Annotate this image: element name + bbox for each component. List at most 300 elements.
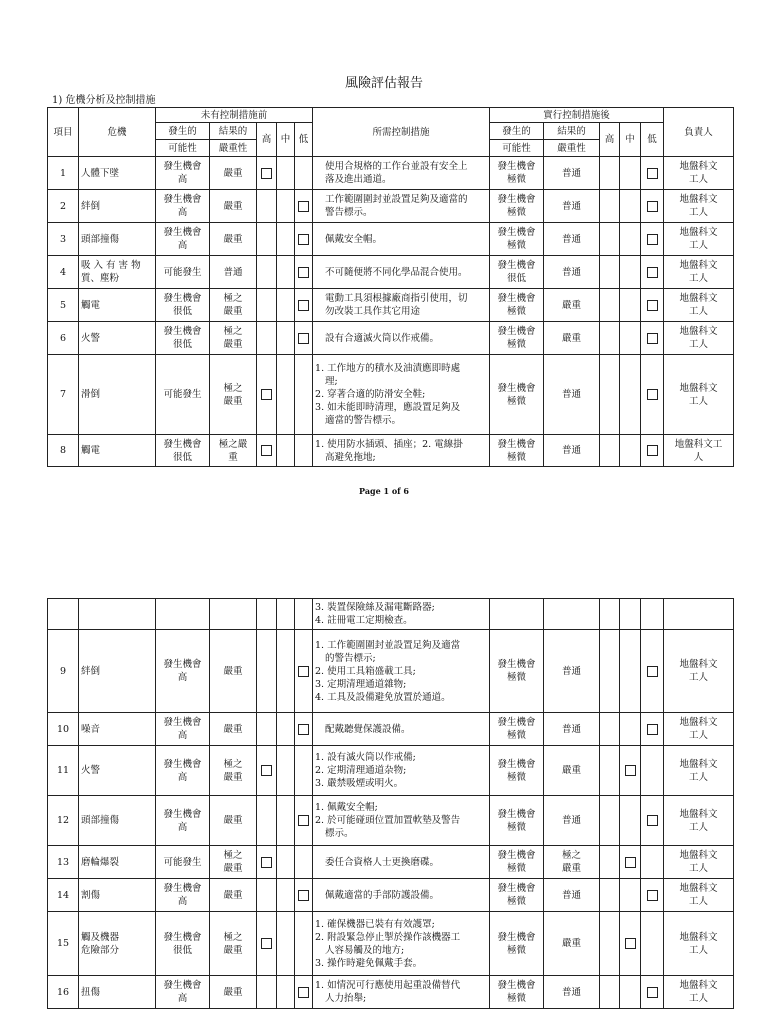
- rating-mid-cell: [277, 599, 295, 630]
- checkbox-icon[interactable]: [647, 300, 658, 311]
- cell-line: 工人: [689, 207, 709, 218]
- cell-line: 地盤科文: [679, 293, 718, 304]
- rating-high-cell: [600, 796, 620, 846]
- cell-line: 高: [177, 821, 188, 833]
- rating-high-cell: [257, 355, 277, 435]
- rating-high-cell: [600, 355, 620, 435]
- cell-line: 2. 穿著合適的防滑安全鞋;: [315, 389, 426, 400]
- responsible-cell: [664, 846, 734, 879]
- cell-line: 極微: [507, 174, 527, 185]
- rating-mid-cell: [277, 846, 295, 879]
- rating-high-cell: [257, 713, 277, 746]
- rating-high-cell: [257, 796, 277, 846]
- cell-line: 嚴重: [223, 665, 243, 677]
- cell-line: 普通: [562, 445, 582, 456]
- control-measures-cell: [313, 879, 490, 912]
- cell-line: 地盤科文: [679, 931, 718, 943]
- header-mid: 中: [620, 123, 641, 157]
- checkbox-icon[interactable]: [625, 938, 636, 949]
- responsible-cell: [664, 256, 734, 289]
- checkbox-icon[interactable]: [298, 267, 309, 278]
- rating-mid-cell: [277, 157, 295, 190]
- control-measures-cell: [313, 157, 490, 190]
- rating-low-cell: [641, 190, 664, 223]
- cell-line: 發生機會: [497, 161, 536, 172]
- cell-line: 地盤科文: [679, 382, 718, 394]
- cell-line: 極微: [506, 993, 526, 1004]
- rating-high-cell: [600, 322, 620, 355]
- rating-low-cell: [295, 355, 313, 435]
- rating-low-cell: [641, 713, 664, 746]
- cell-line: 觸電: [81, 445, 101, 456]
- hazard-cell: [79, 599, 156, 630]
- checkbox-icon[interactable]: [647, 724, 658, 735]
- cell-line: 極微: [507, 207, 527, 218]
- cell-line: 極微: [506, 863, 526, 874]
- table-row: [48, 976, 734, 1009]
- likelihood-cell: [156, 746, 210, 796]
- severity-cell: [210, 289, 257, 322]
- cell-line: 嚴重: [561, 863, 581, 874]
- checkbox-icon[interactable]: [647, 168, 658, 179]
- cell-line: 極微: [507, 339, 527, 350]
- rating-mid-cell: [277, 435, 295, 467]
- cell-line: 1. 設有滅火筒以作戒備;: [315, 752, 416, 763]
- after-severity-cell: [544, 256, 600, 289]
- rating-high-cell: [600, 435, 620, 467]
- cell-line: 2. 定期清理通道杂物;: [315, 765, 407, 776]
- rating-low-cell: [641, 322, 664, 355]
- cell-line: 工人: [688, 944, 708, 956]
- table-row: [48, 355, 734, 435]
- rating-mid-cell: [620, 256, 641, 289]
- rating-high-cell: [257, 223, 277, 256]
- header-severity: 結果的: [544, 123, 600, 140]
- cell-line: 地盤科文: [679, 194, 718, 205]
- severity-cell: [210, 912, 257, 976]
- rating-mid-cell: [620, 355, 641, 435]
- after-likelihood-cell: [490, 355, 544, 435]
- cell-line: 發生機會: [163, 717, 202, 728]
- checkbox-icon[interactable]: [647, 333, 658, 344]
- rating-low-cell: [295, 846, 313, 879]
- rating-low-cell: [295, 630, 313, 713]
- responsible-cell: [664, 796, 734, 846]
- header-before: 未有控制措施前: [156, 108, 313, 123]
- cell-line: 絆倒: [81, 665, 101, 677]
- cell-line: 發生機會: [163, 293, 202, 304]
- cell-line: 極之: [223, 293, 243, 304]
- checkbox-icon[interactable]: [298, 890, 309, 901]
- checkbox-icon[interactable]: [647, 445, 658, 456]
- cell-line: 地盤科文工: [674, 438, 723, 450]
- after-likelihood-cell: [490, 223, 544, 256]
- rating-low-cell: [295, 223, 313, 256]
- cell-line: 嚴重: [562, 299, 582, 311]
- cell-line: 嚴重: [561, 938, 581, 949]
- checkbox-icon[interactable]: [647, 987, 658, 998]
- checkbox-icon[interactable]: [261, 445, 272, 456]
- rating-high-cell: [600, 223, 620, 256]
- cell-line: 理;: [325, 376, 338, 387]
- responsible-cell: [664, 190, 734, 223]
- cell-line: 工人: [689, 306, 709, 317]
- header-low: 低: [295, 123, 313, 157]
- checkbox-icon[interactable]: [647, 389, 658, 400]
- likelihood-cell: [156, 796, 210, 846]
- cell-line: 可能發生: [163, 389, 202, 400]
- after-likelihood-cell: [490, 289, 544, 322]
- rating-high-cell: [257, 435, 277, 467]
- rating-high-cell: [600, 157, 620, 190]
- rating-low-cell: [641, 435, 664, 467]
- item-number: 5: [48, 289, 79, 322]
- cell-line: 工人: [688, 896, 708, 907]
- after-likelihood-cell: [490, 190, 544, 223]
- responsible-cell: [664, 435, 734, 467]
- checkbox-icon[interactable]: [647, 890, 658, 901]
- cell-line: 割傷: [81, 889, 101, 901]
- cell-line: 4. 註冊電工定期檢查。: [315, 615, 413, 626]
- cell-line: 地盤科文: [679, 161, 718, 172]
- cell-line: 嚴重: [223, 339, 243, 350]
- checkbox-icon[interactable]: [298, 987, 309, 998]
- table-row: [48, 630, 734, 713]
- cell-line: 3. 定期清理通道雜物;: [315, 678, 407, 690]
- hazard-cell: [79, 289, 156, 322]
- table-row: [48, 879, 734, 912]
- cell-line: 很低: [172, 306, 192, 317]
- cell-line: 發生機會: [163, 194, 202, 205]
- cell-line: 觸及機器: [81, 931, 120, 943]
- cell-line: 1. 工作地方的積水及油漬應即時處: [315, 363, 461, 374]
- cell-line: 極之: [223, 931, 243, 943]
- cell-line: 委任合資格人士更換磨碟。: [325, 856, 440, 868]
- hazard-cell: [79, 796, 156, 846]
- cell-line: 發生機會: [497, 931, 536, 943]
- cell-line: 絆倒: [81, 200, 101, 212]
- cell-line: 發生機會: [163, 438, 202, 450]
- rating-mid-cell: [620, 796, 641, 846]
- cell-line: 使用合規格的工作台並設有安全上: [325, 161, 468, 172]
- after-severity-cell: [544, 879, 600, 912]
- cell-line: 3. 嚴禁吸煙或明火。: [315, 778, 404, 789]
- cell-line: 很低: [172, 944, 192, 956]
- hazard-cell: [79, 976, 156, 1009]
- header-low: 低: [641, 123, 664, 157]
- cell-line: 普通: [561, 665, 581, 677]
- cell-line: 磨輪爆裂: [81, 856, 120, 868]
- header-severity-2: 嚴重性: [210, 140, 257, 157]
- after-severity-cell: [544, 322, 600, 355]
- cell-line: 嚴重: [562, 332, 582, 344]
- rating-low-cell: [295, 713, 313, 746]
- after-likelihood-cell: [490, 796, 544, 846]
- checkbox-icon[interactable]: [298, 724, 309, 735]
- control-measures-cell: [313, 976, 490, 1009]
- cell-line: 極之: [223, 758, 243, 770]
- item-number: 14: [48, 879, 79, 912]
- cell-line: 工人: [688, 771, 708, 783]
- table-row: [48, 157, 734, 190]
- cell-line: 極之: [561, 850, 581, 861]
- rating-mid-cell: [277, 746, 295, 796]
- after-severity-cell: [544, 796, 600, 846]
- cell-line: 發生機會: [163, 931, 202, 943]
- checkbox-icon[interactable]: [298, 300, 309, 311]
- rating-mid-cell: [620, 322, 641, 355]
- cell-line: 工人: [689, 240, 709, 251]
- cell-line: 極微: [506, 771, 526, 783]
- cell-line: 地盤科文: [679, 850, 718, 861]
- cell-line: 人容易觸及的地方;: [325, 944, 405, 956]
- rating-mid-cell: [277, 256, 295, 289]
- rating-low-cell: [641, 599, 664, 630]
- checkbox-icon[interactable]: [298, 333, 309, 344]
- header-hazard: 危機: [79, 108, 156, 157]
- rating-low-cell: [295, 322, 313, 355]
- cell-line: 極之嚴: [218, 438, 248, 450]
- item-number: 8: [48, 435, 79, 467]
- rating-high-cell: [257, 846, 277, 879]
- checkbox-icon[interactable]: [647, 666, 658, 677]
- rating-low-cell: [641, 796, 664, 846]
- responsible-cell: [664, 599, 734, 630]
- cell-line: 1. 佩戴安全帽;: [315, 802, 378, 813]
- cell-line: 極微: [506, 672, 526, 683]
- after-severity-cell: [544, 746, 600, 796]
- checkbox-icon[interactable]: [261, 389, 272, 400]
- cell-line: 普通: [562, 389, 582, 400]
- cell-line: 發生機會: [163, 326, 202, 337]
- rating-low-cell: [641, 846, 664, 879]
- cell-line: 嚴重: [223, 771, 243, 783]
- after-severity-cell: [544, 190, 600, 223]
- cell-line: 發生機會: [497, 659, 536, 670]
- cell-line: 1. 使用防水插頭、插座；2. 電線掛: [315, 438, 463, 450]
- cell-line: 2. 於可能碰頭位置加置軟墊及警告: [315, 815, 461, 826]
- likelihood-cell: [156, 355, 210, 435]
- rating-low-cell: [295, 289, 313, 322]
- cell-line: 普通: [561, 986, 581, 998]
- severity-cell: [210, 355, 257, 435]
- cell-line: 1. 確保機器已裝有有效護罩;: [315, 918, 435, 930]
- checkbox-icon[interactable]: [298, 201, 309, 212]
- checkbox-icon[interactable]: [647, 234, 658, 245]
- rating-high-cell: [257, 912, 277, 976]
- rating-high-cell: [257, 322, 277, 355]
- checkbox-icon[interactable]: [261, 938, 272, 949]
- header-high: 高: [600, 123, 620, 157]
- rating-mid-cell: [277, 796, 295, 846]
- cell-line: 不可隨便將不同化學品混合使用。: [325, 266, 468, 278]
- severity-cell: [210, 879, 257, 912]
- severity-cell: [210, 223, 257, 256]
- header-after: 實行控制措施後: [490, 108, 664, 123]
- hazard-cell: [79, 256, 156, 289]
- control-measures-cell: [313, 322, 490, 355]
- cell-line: 高: [177, 771, 188, 783]
- item-number: 2: [48, 190, 79, 223]
- cell-line: 嚴重: [223, 815, 243, 826]
- cell-line: 人: [693, 451, 704, 463]
- checkbox-icon[interactable]: [647, 815, 658, 826]
- cell-line: 的警告標示;: [325, 652, 376, 664]
- checkbox-icon[interactable]: [261, 765, 272, 776]
- rating-low-cell: [295, 796, 313, 846]
- cell-line: 危險部分: [81, 944, 120, 956]
- rating-mid-cell: [620, 746, 641, 796]
- cell-line: 發生機會: [163, 758, 202, 770]
- cell-line: 普通: [561, 723, 581, 735]
- item-number: 13: [48, 846, 79, 879]
- after-likelihood-cell: [490, 976, 544, 1009]
- rating-low-cell: [641, 746, 664, 796]
- likelihood-cell: [156, 223, 210, 256]
- after-likelihood-cell: [490, 879, 544, 912]
- rating-mid-cell: [620, 713, 641, 746]
- cell-line: 人力抬舉;: [325, 993, 367, 1004]
- rating-mid-cell: [277, 223, 295, 256]
- after-severity-cell: [544, 157, 600, 190]
- header-item: 項目: [48, 108, 79, 157]
- rating-low-cell: [641, 256, 664, 289]
- cell-line: 發生機會: [163, 161, 202, 172]
- checkbox-icon[interactable]: [625, 765, 636, 776]
- cell-line: 嚴重: [561, 765, 581, 776]
- checkbox-icon[interactable]: [298, 666, 309, 677]
- table-row: [48, 289, 734, 322]
- cell-line: 火警: [81, 765, 101, 776]
- responsible-cell: [664, 322, 734, 355]
- checkbox-icon[interactable]: [298, 815, 309, 826]
- cell-line: 落及進出通道。: [325, 174, 392, 185]
- rating-low-cell: [641, 879, 664, 912]
- likelihood-cell: [156, 879, 210, 912]
- rating-low-cell: [641, 355, 664, 435]
- rating-high-cell: [257, 599, 277, 630]
- severity-cell: [210, 157, 257, 190]
- cell-line: 地盤科文: [679, 758, 718, 770]
- cell-line: 設有合適滅火筒以作戒備。: [325, 332, 440, 344]
- cell-line: 發生機會: [163, 659, 202, 670]
- table-row: [48, 796, 734, 846]
- severity-cell: [210, 746, 257, 796]
- rating-mid-cell: [277, 322, 295, 355]
- item-number: 7: [48, 355, 79, 435]
- cell-line: 嚴重: [223, 306, 243, 317]
- rating-mid-cell: [277, 630, 295, 713]
- table-row: [48, 223, 734, 256]
- responsible-cell: [664, 289, 734, 322]
- control-measures-cell: [313, 223, 490, 256]
- cell-line: 工人: [688, 730, 708, 741]
- control-measures-cell: [313, 289, 490, 322]
- cell-line: 地盤科文: [679, 980, 718, 991]
- cell-line: 地盤科文: [679, 326, 718, 337]
- cell-line: 發生機會: [497, 382, 536, 394]
- likelihood-cell: [156, 912, 210, 976]
- table-row: [48, 912, 734, 976]
- table-row: [48, 713, 734, 746]
- rating-mid-cell: [620, 976, 641, 1009]
- rating-mid-cell: [620, 630, 641, 713]
- rating-mid-cell: [277, 912, 295, 976]
- table-row: [48, 846, 734, 879]
- cell-line: 頭部撞傷: [81, 233, 120, 245]
- risk-table-2: [47, 598, 734, 1009]
- cell-line: 普通: [561, 889, 581, 901]
- rating-low-cell: [295, 256, 313, 289]
- checkbox-icon[interactable]: [625, 857, 636, 868]
- cell-line: 發生機會: [497, 980, 536, 991]
- cell-line: 適當的警告標示。: [325, 415, 402, 426]
- after-severity-cell: [544, 223, 600, 256]
- hazard-cell: [79, 912, 156, 976]
- cell-line: 嚴重: [223, 167, 243, 179]
- severity-cell: [210, 713, 257, 746]
- hazard-cell: [79, 713, 156, 746]
- item-number: 16: [48, 976, 79, 1009]
- table-row: [48, 746, 734, 796]
- after-severity-cell: [544, 976, 600, 1009]
- cell-line: 普通: [562, 167, 582, 179]
- cell-line: 高: [177, 993, 188, 1004]
- responsible-cell: [664, 713, 734, 746]
- rating-low-cell: [295, 976, 313, 1009]
- rating-low-cell: [641, 157, 664, 190]
- cell-line: 很低: [172, 451, 192, 463]
- checkbox-icon[interactable]: [647, 201, 658, 212]
- checkbox-icon[interactable]: [298, 234, 309, 245]
- likelihood-cell: [156, 599, 210, 630]
- rating-high-cell: [257, 976, 277, 1009]
- responsible-cell: [664, 746, 734, 796]
- cell-line: 極微: [506, 730, 526, 741]
- after-likelihood-cell: [490, 256, 544, 289]
- after-likelihood-cell: [490, 435, 544, 467]
- table-row: [48, 435, 734, 467]
- cell-line: 高: [177, 896, 188, 907]
- cell-line: 可能發生: [163, 266, 202, 278]
- cell-line: 地盤科文: [679, 808, 718, 820]
- after-likelihood-cell: [490, 846, 544, 879]
- cell-line: 發生機會: [497, 227, 536, 238]
- page-footer: Page 1 of 6: [359, 486, 409, 496]
- cell-line: 高: [177, 730, 188, 741]
- after-likelihood-cell: [490, 157, 544, 190]
- rating-mid-cell: [620, 879, 641, 912]
- header-likelihood: 發生的: [490, 123, 544, 140]
- severity-cell: [210, 322, 257, 355]
- cell-line: 發生機會: [497, 260, 536, 271]
- cell-line: 滑倒: [81, 389, 101, 400]
- cell-line: 極微: [507, 395, 527, 407]
- item-number: 9: [48, 630, 79, 713]
- rating-high-cell: [600, 912, 620, 976]
- cell-line: 普通: [561, 815, 581, 826]
- cell-line: 配戴聽覺保護設備。: [325, 723, 411, 735]
- cell-line: 3. 如未能即時清理，應設置足夠及: [315, 402, 461, 413]
- checkbox-icon[interactable]: [261, 168, 272, 179]
- checkbox-icon[interactable]: [261, 857, 272, 868]
- rating-low-cell: [295, 746, 313, 796]
- control-measures-cell: [313, 355, 490, 435]
- severity-cell: [210, 190, 257, 223]
- checkbox-icon[interactable]: [647, 267, 658, 278]
- cell-line: 發生機會: [497, 850, 536, 861]
- cell-line: 1. 工作範圍圍封並設置足夠及適當: [315, 639, 461, 651]
